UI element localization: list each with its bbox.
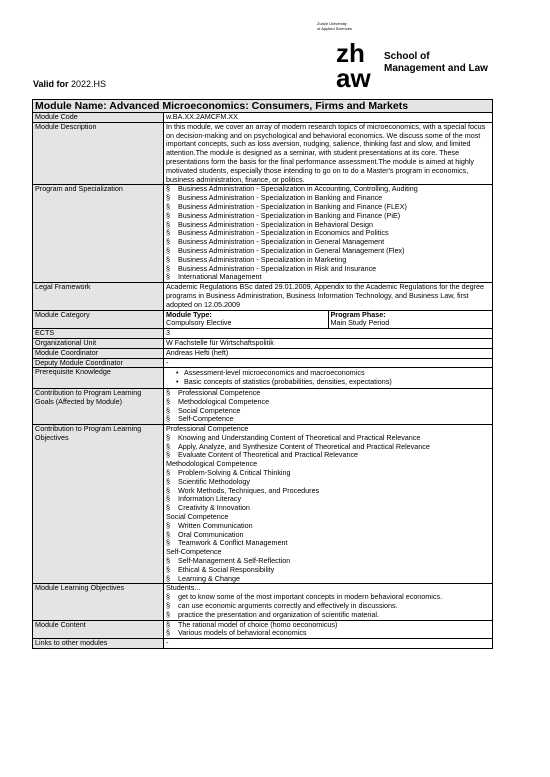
module-table — [32, 99, 493, 649]
list-item: § Professional Competence — [166, 389, 490, 398]
list-item: • Assessment-level microeconomics and macroeconomics — [176, 369, 490, 378]
list-item: § Business Administration - Specialization in Marketing — [166, 256, 490, 265]
label-module-code: Module Code — [33, 113, 164, 123]
logo-text-top: zh — [336, 40, 365, 68]
label-ects: ECTS — [33, 329, 164, 339]
self-list — [166, 557, 490, 583]
value-module-code: w.BA.XX.2AMCFM.XX — [164, 113, 493, 123]
row-coordinator — [33, 348, 493, 358]
row-description — [33, 122, 493, 185]
value-contrib-objectives — [164, 425, 493, 584]
list-item: § Creativity & Innovation — [166, 504, 490, 513]
value-deputy: - — [164, 358, 493, 368]
label-learning-objectives: Module Learning Objectives — [33, 584, 164, 620]
value-learning-objectives — [164, 584, 493, 620]
label-category: Module Category — [33, 310, 164, 329]
value-program — [164, 185, 493, 283]
label-contrib-goals: Contribution to Program Learning Goals (Affected by Module) — [33, 388, 164, 424]
meth-list — [166, 469, 490, 513]
value-content — [164, 620, 493, 639]
label-org: Organizational Unit — [33, 338, 164, 348]
valid-value: 2022.HS — [71, 79, 107, 89]
school-line-2: Management and Law — [384, 63, 488, 74]
self-heading: Self-Competence — [166, 547, 222, 557]
list-item: § Business Administration - Specialization in General Management — [166, 238, 490, 247]
list-item: § Learning & Change — [166, 575, 490, 584]
module-type-value: Compulsory Elective — [166, 318, 232, 328]
soc-heading: Social Competence — [166, 512, 229, 522]
row-contrib-goals — [33, 388, 493, 424]
list-item: § Information Literacy — [166, 495, 490, 504]
program-list — [166, 185, 490, 282]
list-item: § Evaluate Content of Theoretical and Practical Relevance — [166, 451, 490, 460]
label-links: Links to other modules — [33, 639, 164, 649]
label-program: Program and Specialization — [33, 185, 164, 283]
prof-list — [166, 434, 490, 460]
zhaw-logo — [336, 40, 386, 90]
value-description: In this module, we cover an array of modern research topics of microeconomics, with a special focus on decision-making and on psychological and behavioral economics. We discuss some of the most important concepts, such as loss aversion, nudging, salience, thinking fast and slow, and limited attention.The module is designed as a seminar, with student presentations at its core. These presentations form the basis for the final performance assessment.The module is aimed at highly motivated students, especially those intending to go on to do a Master's program in economics, business administration, finance, or politics. — [164, 122, 493, 185]
prof-heading: Professional Competence — [166, 424, 249, 434]
value-ects: 3 — [164, 329, 493, 339]
row-module-code — [33, 113, 493, 123]
school-line-1: School of — [384, 51, 430, 62]
school-name — [384, 51, 488, 75]
valid-label: Valid for — [33, 79, 69, 89]
university-name — [317, 21, 352, 31]
row-legal — [33, 283, 493, 310]
list-item: § The rational model of choice (homo oeconomicus) — [166, 621, 490, 630]
label-content: Module Content — [33, 620, 164, 639]
label-description: Module Description — [33, 122, 164, 185]
list-item: § Business Administration - Specialization in Behavioral Design — [166, 221, 490, 230]
value-legal: Academic Regulations BSc dated 29.01.2009, Appendix to the Academic Regulations for the degree programs in Business Administration, Business Information Technology, and Business Law, first adopted on 12.05.2009 — [164, 283, 493, 310]
list-item: § Social Competence — [166, 407, 490, 416]
logo-text-bottom: aw — [336, 63, 371, 90]
row-links — [33, 639, 493, 649]
value-prereq — [164, 368, 493, 389]
row-program — [33, 185, 493, 283]
list-item: § Business Administration - Specialization in Banking and Finance — [166, 194, 490, 203]
content-list — [166, 621, 490, 639]
label-deputy: Deputy Module Coordinator — [33, 358, 164, 368]
list-item: § Self-Competence — [166, 415, 490, 424]
university-line-1: Zurich University — [317, 21, 347, 26]
list-item: § Written Communication — [166, 522, 490, 531]
row-prereq — [33, 368, 493, 389]
module-title: Module Name: Advanced Microeconomics: Consumers, Firms and Markets — [33, 100, 493, 113]
learning-intro: Students... — [166, 583, 201, 593]
list-item: § get to know some of the most important concepts in modern behavioral economics. — [166, 593, 490, 602]
label-prereq: Prerequisite Knowledge — [33, 368, 164, 389]
row-learning-objectives — [33, 584, 493, 620]
list-item: § Oral Communication — [166, 531, 490, 540]
soc-list — [166, 522, 490, 548]
value-org: W Fachstelle für Wirtschaftspolitik — [164, 338, 493, 348]
list-item: § Ethical & Social Responsibility — [166, 566, 490, 575]
list-item: § Various models of behavioral economics — [166, 629, 490, 638]
row-contrib-objectives — [33, 425, 493, 584]
university-line-2: of Applied Sciences — [317, 26, 352, 31]
list-item: § Scientific Methodology — [166, 478, 490, 487]
list-item: § Problem-Solving & Critical Thinking — [166, 469, 490, 478]
program-phase — [328, 311, 492, 329]
label-contrib-objectives: Contribution to Program Learning Objectives — [33, 425, 164, 584]
list-item: § Business Administration - Specialization in Economics and Politics — [166, 229, 490, 238]
list-item: § Apply, Analyze, and Synthesize Content of Theoretical and Practical Relevance — [166, 443, 490, 452]
category-inner — [164, 311, 492, 329]
list-item: § Business Administration - Specialization in Banking and Finance (PiE) — [166, 212, 490, 221]
list-item: § Teamwork & Conflict Management — [166, 539, 490, 548]
valid-for — [33, 79, 106, 89]
module-type-label: Module Type: — [166, 309, 212, 319]
value-category — [164, 310, 493, 329]
list-item: § Business Administration - Specialization in Accounting, Controlling, Auditing — [166, 185, 490, 194]
list-item: § practice the presentation and organization of scientific material. — [166, 611, 490, 620]
list-item: • Basic concepts of statistics (probabilities, densities, expectations) — [176, 378, 490, 387]
label-coordinator: Module Coordinator — [33, 348, 164, 358]
row-category — [33, 310, 493, 329]
list-item: § Methodological Competence — [166, 398, 490, 407]
list-item: § Business Administration - Specialization in Risk and Insurance — [166, 265, 490, 274]
program-phase-value: Main Study Period — [330, 318, 390, 328]
row-org — [33, 338, 493, 348]
module-type — [164, 311, 328, 329]
list-item: § International Management — [166, 273, 490, 282]
list-item: § Work Methods, Techniques, and Procedures — [166, 487, 490, 496]
learning-list — [166, 593, 490, 619]
value-contrib-goals — [164, 388, 493, 424]
value-coordinator: Andreas Hefti (heft) — [164, 348, 493, 358]
list-item: § Self-Management & Self-Reflection — [166, 557, 490, 566]
list-item: § can use economic arguments correctly and effectively in discussions. — [166, 602, 490, 611]
prereq-list — [176, 369, 490, 387]
contrib-goals-list — [166, 389, 490, 424]
list-item: § Business Administration - Specialization in Banking and Finance (FLEX) — [166, 203, 490, 212]
row-content — [33, 620, 493, 639]
list-item: § Knowing and Understanding Content of Theoretical and Practical Relevance — [166, 434, 490, 443]
meth-heading: Methodological Competence — [166, 459, 258, 469]
program-phase-label: Program Phase: — [330, 309, 386, 319]
label-legal: Legal Framework — [33, 283, 164, 310]
value-links: - — [164, 639, 493, 649]
row-ects — [33, 329, 493, 339]
list-item: § Business Administration - Specialization in General Management (Flex) — [166, 247, 490, 256]
